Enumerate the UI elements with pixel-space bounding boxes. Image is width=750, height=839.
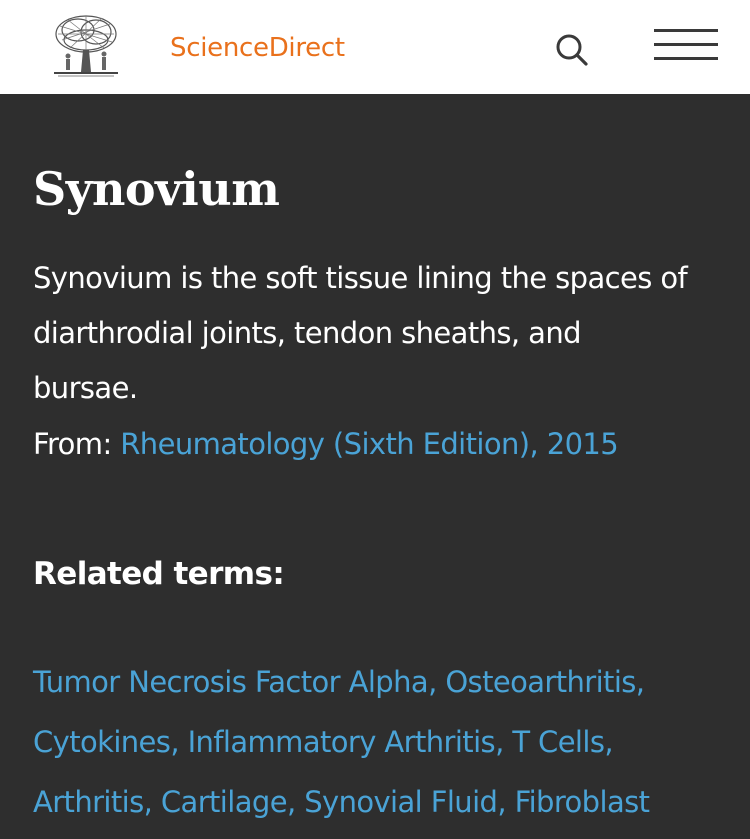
term-separator: ,	[286, 785, 305, 819]
source-book-link[interactable]: Rheumatology (Sixth Edition), 2015	[120, 427, 619, 461]
related-term-link[interactable]: T Cells	[512, 725, 605, 759]
term-separator: ,	[635, 665, 645, 699]
term-separator: ,	[604, 725, 613, 759]
topic-definition	[33, 251, 733, 416]
definition-line: diarthrodial joints, tendon sheaths, and	[33, 316, 581, 350]
related-terms-row	[33, 712, 733, 772]
term-separator: ,	[495, 725, 513, 759]
definition-line: Synovium is the soft tissue lining the spaces of	[33, 261, 688, 295]
related-term-link[interactable]: Cartilage	[160, 785, 287, 819]
related-term-link[interactable]: Arthritis	[33, 785, 144, 819]
search-icon[interactable]	[552, 30, 592, 70]
brand-link[interactable]: ScienceDirect	[170, 33, 345, 63]
hamburger-menu-icon[interactable]	[652, 26, 720, 66]
menu-bar	[654, 29, 718, 32]
related-terms-row	[33, 652, 733, 712]
related-terms-row	[33, 772, 733, 832]
page-title: Synovium	[33, 162, 280, 216]
term-separator: ,	[170, 725, 188, 759]
related-terms-list	[33, 652, 733, 832]
related-term-link[interactable]: Cytokines	[33, 725, 171, 759]
related-term-link[interactable]: Osteoarthritis	[445, 665, 636, 699]
related-term-link[interactable]: Fibroblast	[514, 785, 650, 819]
related-term-link[interactable]: Inflammatory Arthritis	[187, 725, 496, 759]
term-separator: ,	[143, 785, 161, 819]
top-header	[0, 0, 750, 94]
related-terms-heading: Related terms:	[33, 556, 285, 592]
term-separator: ,	[497, 785, 515, 819]
topic-page-main	[0, 94, 750, 839]
term-separator: ,	[428, 665, 446, 699]
related-term-link[interactable]: Tumor Necrosis Factor Alpha	[33, 665, 429, 699]
elsevier-tree-logo-icon[interactable]	[48, 12, 124, 80]
menu-bar	[654, 43, 718, 46]
related-term-link[interactable]: Synovial Fluid	[304, 785, 498, 819]
definition-line: bursae.	[33, 371, 138, 405]
definition-source	[33, 422, 733, 466]
menu-bar	[654, 57, 718, 60]
source-prefix: From:	[33, 427, 112, 461]
